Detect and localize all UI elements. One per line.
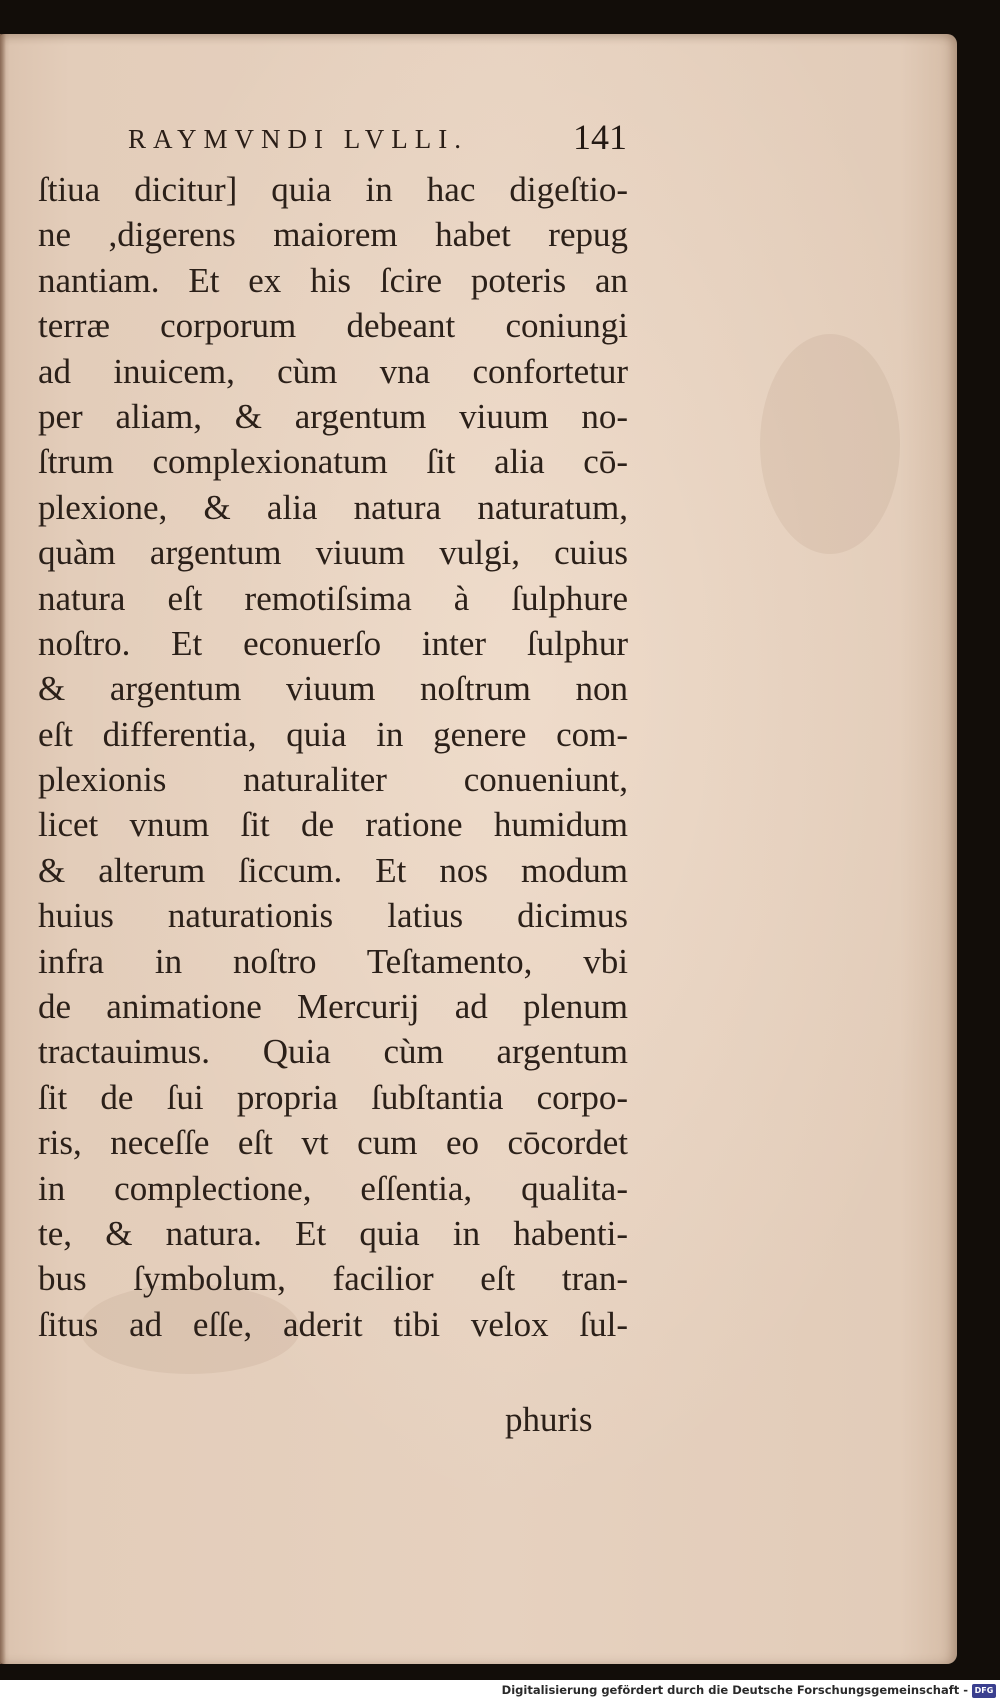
text-line: ſitus ad eſſe, aderit tibi velox ſul- [38,1304,628,1344]
text-line: terræ corporum debeant coniungi [38,306,628,346]
text-line: quàm argentum viuum vulgi, cuius [38,533,628,573]
funding-credit: Digitalisierung gefördert durch die Deutsche Forschungsgemeinschaft - [501,1683,968,1697]
text-line: & alterum ſiccum. Et nos modum [38,850,628,890]
text-line: eſt differentia, quia in genere com- [38,714,628,754]
digitization-footer [0,1680,1000,1702]
text-line: infra in noſtro Teſtamento, vbi [38,941,628,981]
dfg-logo-icon: DFG [972,1684,996,1698]
text-line: in complectione, eſſentia, qualita- [38,1168,628,1208]
text-line: natura eſt remotiſsima à ſulphure [38,578,628,618]
text-line: plexionis naturaliter conueniunt, [38,760,628,800]
text-line: ſit de ſui propria ſubſtantia corpo- [38,1077,628,1117]
text-line: licet vnum ſit de ratione humidum [38,805,628,845]
text-line: ne ,digerens maiorem habet repug [38,215,628,255]
text-line: & argentum viuum noſtrum non [38,669,628,709]
text-line: plexione, & alia natura naturatum, [38,487,628,527]
page-header [0,114,957,162]
text-line: ſtiua dicitur] quia in hac digeſtio- [38,170,628,209]
text-line: noſtro. Et econuerſo inter ſulphur [38,623,628,663]
body-text [38,167,628,1347]
page-number: 141 [573,117,627,157]
text-line: ſtrum complexionatum ſit alia cō- [38,442,628,482]
book-page [0,34,957,1664]
paper-stain [760,334,900,554]
running-title: RAYMVNDI LVLLI. [128,124,469,154]
text-line: te, & natura. Et quia in habenti- [38,1213,628,1253]
text-line: ad inuicem, cùm vna confortetur [38,351,628,391]
catchword: phuris [505,1400,593,1439]
text-line: per aliam, & argentum viuum no- [38,396,628,436]
text-line: nantiam. Et ex his ſcire poteris an [38,260,628,300]
text-line: bus ſymbolum, facilior eſt tran- [38,1259,628,1299]
text-line: huius naturationis latius dicimus [38,896,628,936]
text-line: de animatione Mercurij ad plenum [38,987,628,1027]
text-line: tractauimus. Quia cùm argentum [38,1032,628,1072]
text-line: ris, neceſſe eſt vt cum eo cōcordet [38,1123,628,1163]
page-gutter-edge [0,34,6,1664]
